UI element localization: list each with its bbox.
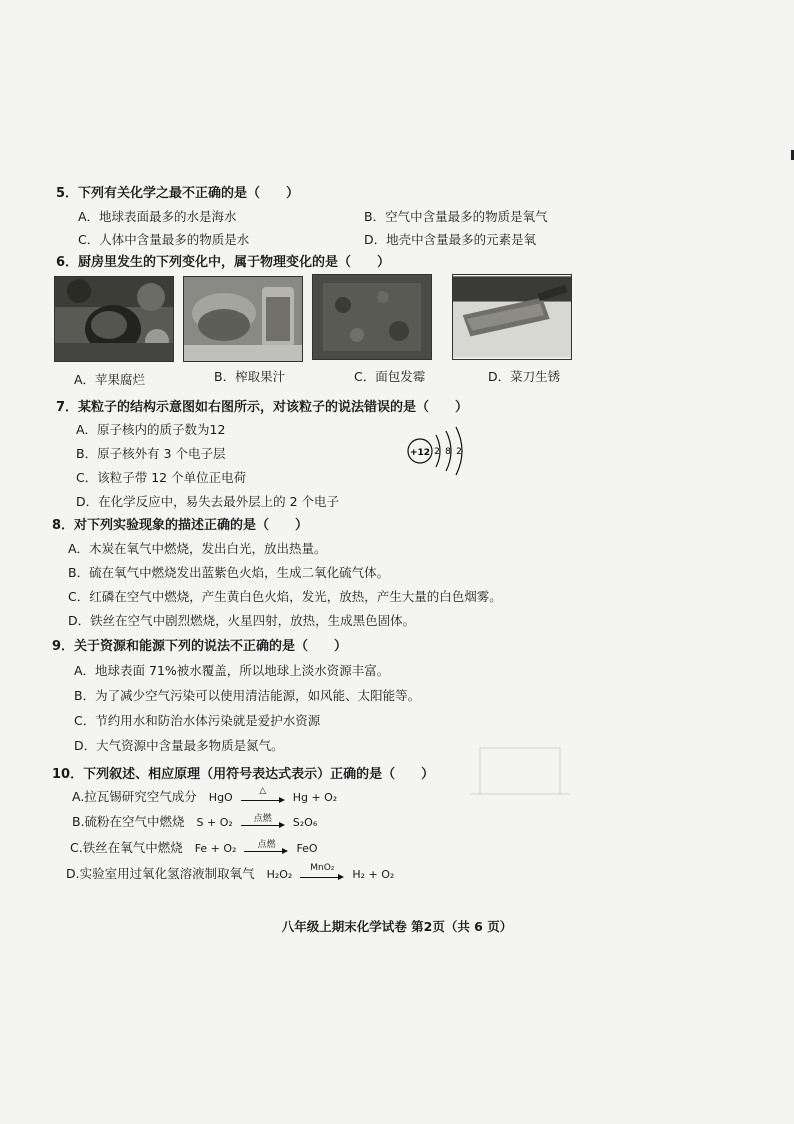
q7-option-a: A．原子核内的质子数为12 [76,422,226,437]
q10-option-c-text: C.铁丝在氧气中燃烧 [70,840,183,855]
q10-option-b-products: S₂O₆ [292,816,318,829]
q6-stem: 6．厨房里发生的下列变化中，属于物理变化的是（ ） [56,255,391,270]
rusty-knife-photo [452,274,572,360]
rotten-apple-photo [54,276,174,362]
q10-option-d [66,864,394,882]
q10-option-b-reactants: S + O₂ [196,816,233,829]
q8-option-c: C．红磷在空气中燃烧，产生黄白色火焰，发光，放热，产生大量的白色烟雾。 [68,589,502,604]
q10-option-d-text: D.实验室用过氧化氢溶液制取氧气 [66,866,255,881]
q6-caption-a: A．苹果腐烂 [74,372,146,387]
q10-option-a [72,787,337,805]
reaction-condition: 点燃 [253,813,272,824]
reaction-arrow [300,862,344,881]
q10-option-c-reactants: Fe + O₂ [194,842,237,855]
atom-structure-diagram [402,424,476,478]
q10-option-b [72,812,317,830]
q10-option-b-text: B.硫粉在空气中燃烧 [72,814,185,829]
q5-option-c: C．人体中含量最多的物质是水 [78,232,250,247]
moldy-bread-photo [312,274,432,360]
reaction-arrow [241,813,285,829]
q9-option-a: A．地球表面 71%被水覆盖，所以地球上淡水资源丰富。 [74,663,390,678]
reaction-condition: △ [259,785,267,796]
q5-stem: 5．下列有关化学之最不正确的是（ ） [56,186,300,201]
q9-option-c: C．节约用水和防治水体污染就是爱护水资源 [74,713,321,728]
q8-option-b: B．硫在氧气中燃烧发出蓝紫色火焰，生成二氧化硫气体。 [68,565,390,580]
reaction-condition: MnO₂ [310,862,335,873]
reaction-condition: 点燃 [257,839,276,850]
q10-option-a-products: Hg + O₂ [292,791,338,804]
shell-2-count: 8 [445,447,451,457]
q6-caption-d: D．菜刀生锈 [488,369,561,384]
q6-caption-b: B．榨取果汁 [214,369,286,384]
q9-stem: 9．关于资源和能源下列的说法不正确的是（ ） [52,639,348,654]
shell-1-count: 2 [434,447,440,457]
reaction-arrow [241,785,285,804]
reaction-arrow [244,839,288,855]
q8-option-d: D．铁丝在空气中剧烈燃烧，火星四射，放热，生成黑色固体。 [68,613,416,628]
q10-option-a-text: A.拉瓦锡研究空气成分 [72,789,197,804]
q10-option-c [70,838,318,856]
shell-3-count: 2 [456,447,462,457]
q10-option-a-reactants: HgO [208,791,233,804]
q7-stem: 7．某粒子的结构示意图如右图所示，对该粒子的说法错误的是（ ） [56,400,469,415]
nucleus-charge: +12 [409,448,431,458]
q7-option-d: D．在化学反应中，易失去最外层上的 2 个电子 [76,494,340,509]
q10-option-d-reactants: H₂O₂ [266,868,293,881]
q5-option-d: D．地壳中含量最多的元素是氧 [364,232,537,247]
q6-caption-c: C．面包发霉 [354,369,426,384]
q7-option-c: C．该粒子带 12 个单位正电荷 [76,470,247,485]
q5-option-a: A．地球表面最多的水是海水 [78,209,237,224]
q8-option-a: A．木炭在氧气中燃烧，发出白光，放出热量。 [68,541,327,556]
q7-option-b: B．原子核外有 3 个电子层 [76,446,226,461]
page-footer: 八年级上期末化学试卷 第2页（共 6 页） [281,919,513,934]
bleed-through-figure [470,742,570,802]
juice-photo [183,276,303,362]
q9-option-b: B．为了减少空气污染可以使用清洁能源，如风能、太阳能等。 [74,688,421,703]
q10-option-d-products: H₂ + O₂ [352,868,395,881]
q9-option-d: D．大气资源中含量最多物质是氮气。 [74,738,284,753]
q5-option-b: B．空气中含量最多的物质是氧气 [364,209,548,224]
q8-stem: 8．对下列实验现象的描述正确的是（ ） [52,518,309,533]
q10-stem: 10．下列叙述、相应原理（用符号表达式表示）正确的是（ ） [52,767,435,782]
q10-option-c-products: FeO [296,842,318,855]
